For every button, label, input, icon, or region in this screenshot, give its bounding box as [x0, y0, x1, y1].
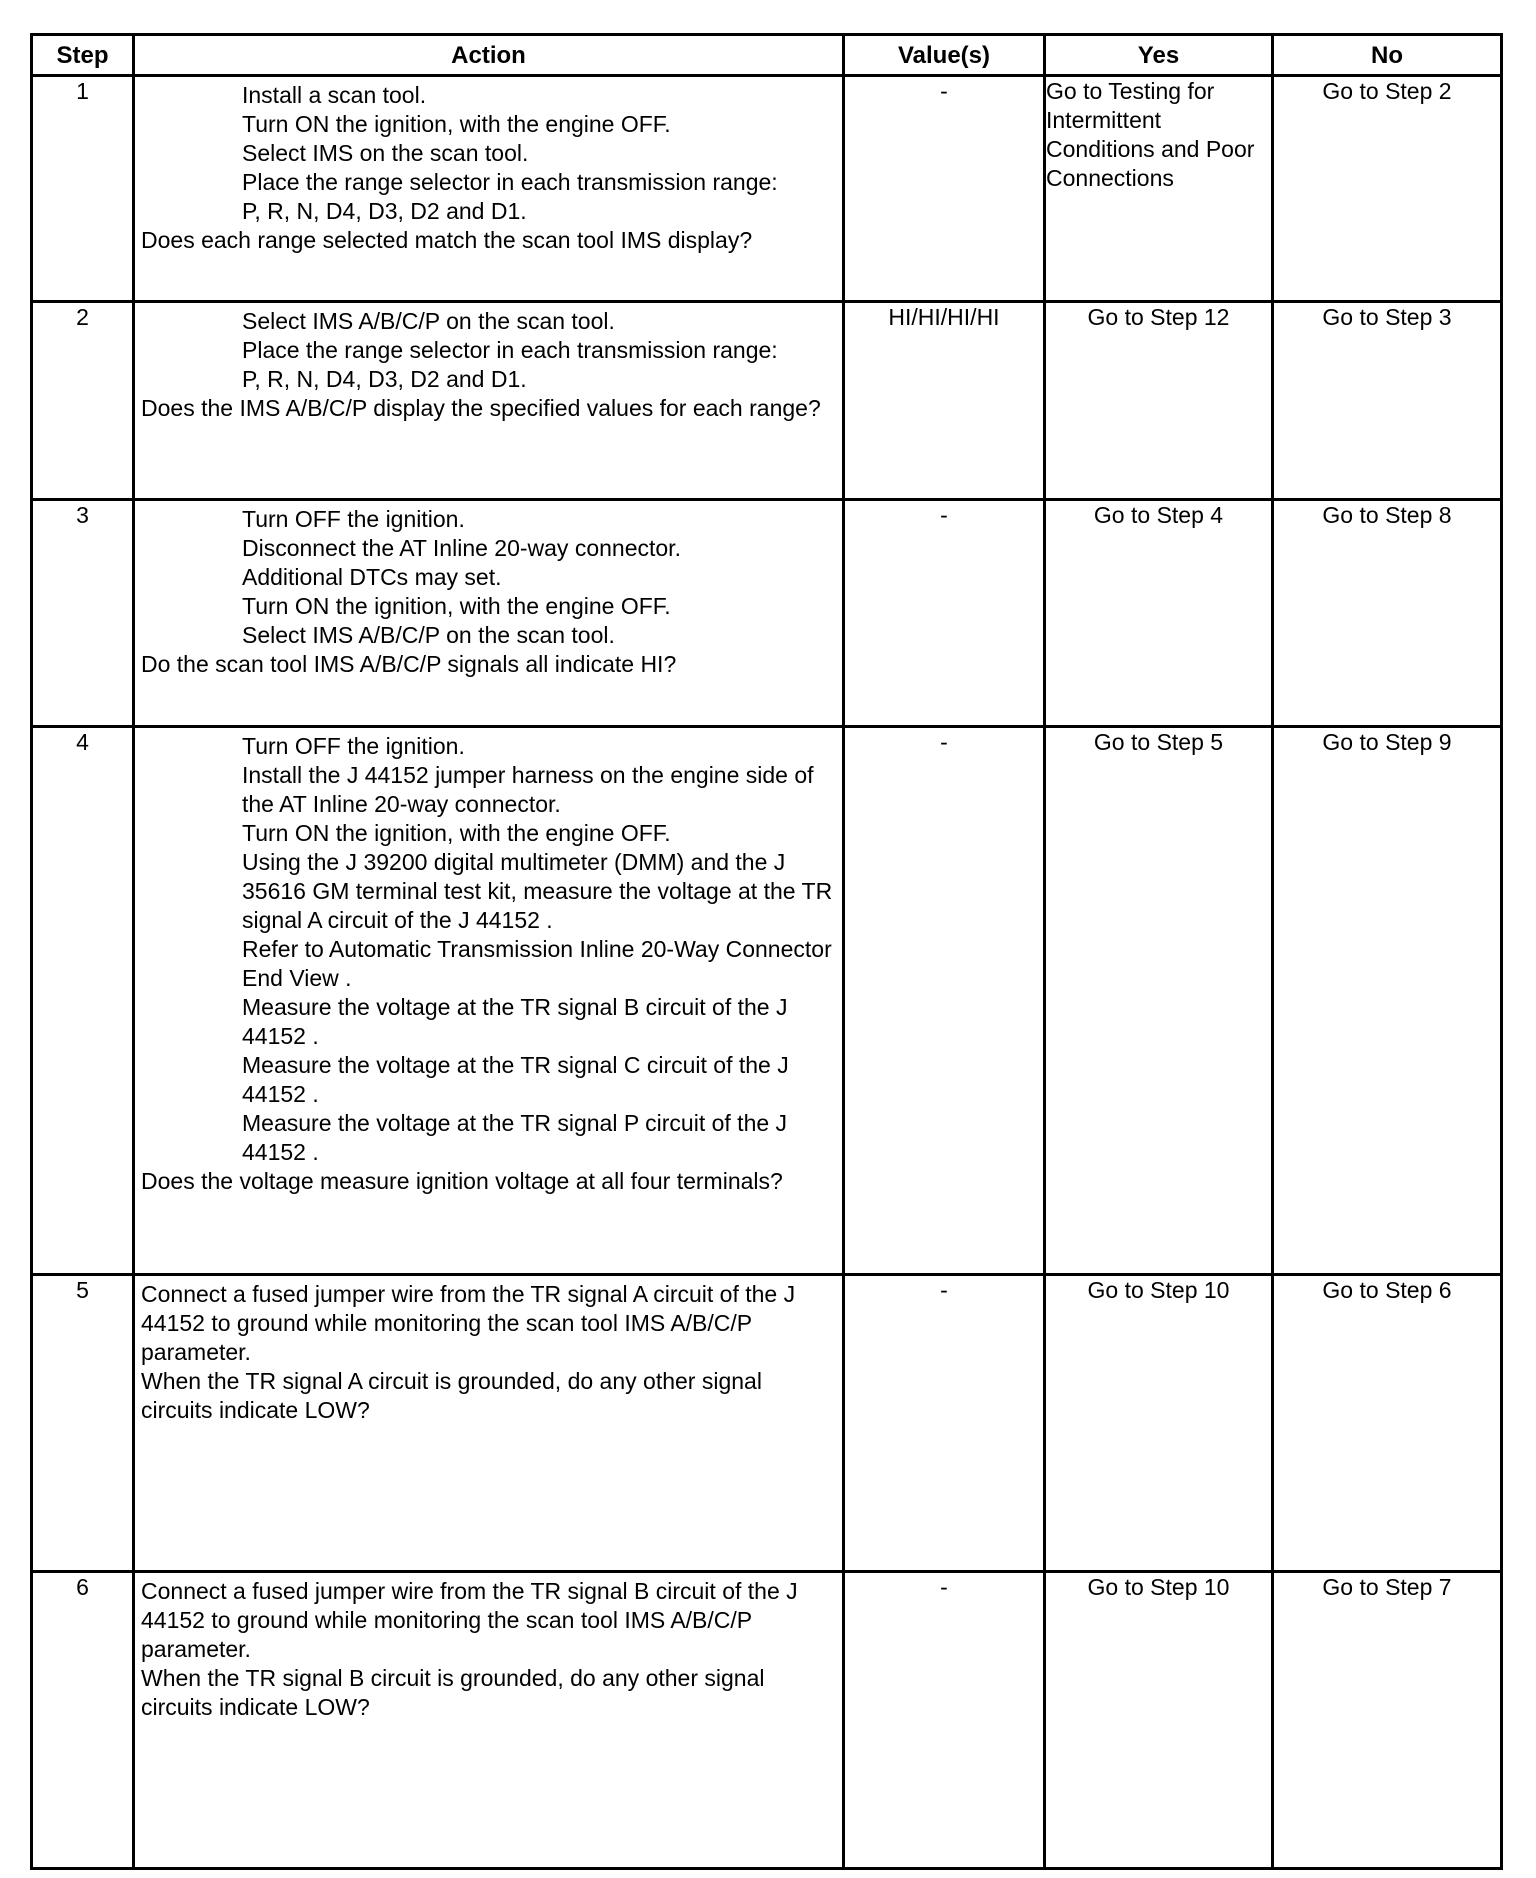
- instruction: Install a scan tool.: [242, 82, 427, 108]
- instruction: Measure the voltage at the TR signal C circuit of the J 44152 .: [242, 1052, 789, 1107]
- header-action: Action: [134, 35, 844, 76]
- table-row: [32, 76, 1502, 302]
- question: Do the scan tool IMS A/B/C/P signals all indicate HI?: [141, 651, 677, 677]
- table-row: [32, 727, 1502, 1275]
- step-number: 2: [32, 302, 134, 500]
- table-row: [32, 1572, 1502, 1869]
- instruction: Measure the voltage at the TR signal P circuit of the J 44152 .: [242, 1110, 788, 1165]
- instruction: Connect a fused jumper wire from the TR signal B circuit of the J 44152 to ground while monitoring the scan tool IMS A/B/C/P parameter.: [141, 1578, 798, 1662]
- step-number: 3: [32, 500, 134, 727]
- instruction-list: [141, 505, 834, 650]
- step-number: 1: [32, 76, 134, 302]
- instruction: Install the J 44152 jumper harness on the engine side of the AT Inline 20-way connector.: [242, 762, 814, 817]
- action-cell: [134, 1572, 844, 1869]
- instruction-list: [141, 1577, 834, 1664]
- instruction: Additional DTCs may set.: [242, 564, 502, 590]
- question: Does the IMS A/B/C/P display the specified values for each range?: [141, 395, 821, 421]
- instruction: P, R, N, D4, D3, D2 and D1.: [242, 198, 527, 224]
- value-cell: -: [844, 76, 1045, 302]
- no-link[interactable]: Go to Step 2: [1273, 76, 1502, 302]
- diagnostic-table: [30, 33, 1503, 1870]
- instruction-list: [141, 1280, 834, 1367]
- header-no: No: [1273, 35, 1502, 76]
- instruction: Turn OFF the ignition.: [242, 506, 465, 532]
- value-cell: -: [844, 1572, 1045, 1869]
- step-number: 5: [32, 1275, 134, 1572]
- header-yes: Yes: [1045, 35, 1273, 76]
- instruction-list: [141, 81, 834, 226]
- header-value: Value(s): [844, 35, 1045, 76]
- action-cell: [134, 302, 844, 500]
- table-row: [32, 500, 1502, 727]
- action-cell: [134, 1275, 844, 1572]
- question: When the TR signal A circuit is grounded, do any other signal circuits indicate LOW?: [141, 1368, 762, 1423]
- no-link[interactable]: Go to Step 7: [1273, 1572, 1502, 1869]
- instruction: Measure the voltage at the TR signal B circuit of the J 44152 .: [242, 994, 788, 1049]
- instruction: Turn OFF the ignition.: [242, 733, 465, 759]
- instruction-list: [141, 307, 834, 394]
- action-cell: [134, 76, 844, 302]
- value-cell: -: [844, 1275, 1045, 1572]
- yes-link[interactable]: Go to Step 10: [1045, 1275, 1273, 1572]
- value-cell: HI/HI/HI/HI: [844, 302, 1045, 500]
- question: Does the voltage measure ignition voltage at all four terminals?: [141, 1168, 783, 1194]
- instruction: P, R, N, D4, D3, D2 and D1.: [242, 366, 527, 392]
- yes-link[interactable]: Go to Step 10: [1045, 1572, 1273, 1869]
- instruction: Using the J 39200 digital multimeter (DMM) and the J 35616 GM terminal test kit, measure the voltage at the TR signal A circuit of the J 44152 .: [242, 849, 833, 933]
- value-cell: -: [844, 727, 1045, 1275]
- action-cell: [134, 500, 844, 727]
- instruction: Turn ON the ignition, with the engine OFF.: [242, 593, 671, 619]
- step-number: 6: [32, 1572, 134, 1869]
- no-link[interactable]: Go to Step 8: [1273, 500, 1502, 727]
- instruction: Refer to Automatic Transmission Inline 20-Way Connector End View .: [242, 936, 832, 991]
- instruction: Select IMS on the scan tool.: [242, 140, 529, 166]
- action-cell: [134, 727, 844, 1275]
- instruction: Place the range selector in each transmission range:: [242, 169, 778, 195]
- no-link[interactable]: Go to Step 6: [1273, 1275, 1502, 1572]
- no-link[interactable]: Go to Step 3: [1273, 302, 1502, 500]
- yes-link[interactable]: Go to Step 4: [1045, 500, 1273, 727]
- table-row: [32, 1275, 1502, 1572]
- yes-link[interactable]: Go to Step 12: [1045, 302, 1273, 500]
- instruction: Place the range selector in each transmission range:: [242, 337, 778, 363]
- header-row: [32, 35, 1502, 76]
- yes-link[interactable]: Go to Testing for Intermittent Conditions and Poor Connections: [1045, 76, 1273, 302]
- no-link[interactable]: Go to Step 9: [1273, 727, 1502, 1275]
- value-cell: -: [844, 500, 1045, 727]
- instruction-list: [141, 732, 834, 1167]
- yes-link[interactable]: Go to Step 5: [1045, 727, 1273, 1275]
- instruction: Select IMS A/B/C/P on the scan tool.: [242, 308, 615, 334]
- instruction: Turn ON the ignition, with the engine OFF.: [242, 820, 671, 846]
- table-row: [32, 302, 1502, 500]
- step-number: 4: [32, 727, 134, 1275]
- instruction: Select IMS A/B/C/P on the scan tool.: [242, 622, 615, 648]
- instruction: Connect a fused jumper wire from the TR signal A circuit of the J 44152 to ground while monitoring the scan tool IMS A/B/C/P parameter.: [141, 1281, 796, 1365]
- header-step: Step: [32, 35, 134, 76]
- question: Does each range selected match the scan tool IMS display?: [141, 227, 753, 253]
- instruction: Disconnect the AT Inline 20-way connector.: [242, 535, 681, 561]
- question: When the TR signal B circuit is grounded, do any other signal circuits indicate LOW?: [141, 1665, 765, 1720]
- instruction: Turn ON the ignition, with the engine OFF.: [242, 111, 671, 137]
